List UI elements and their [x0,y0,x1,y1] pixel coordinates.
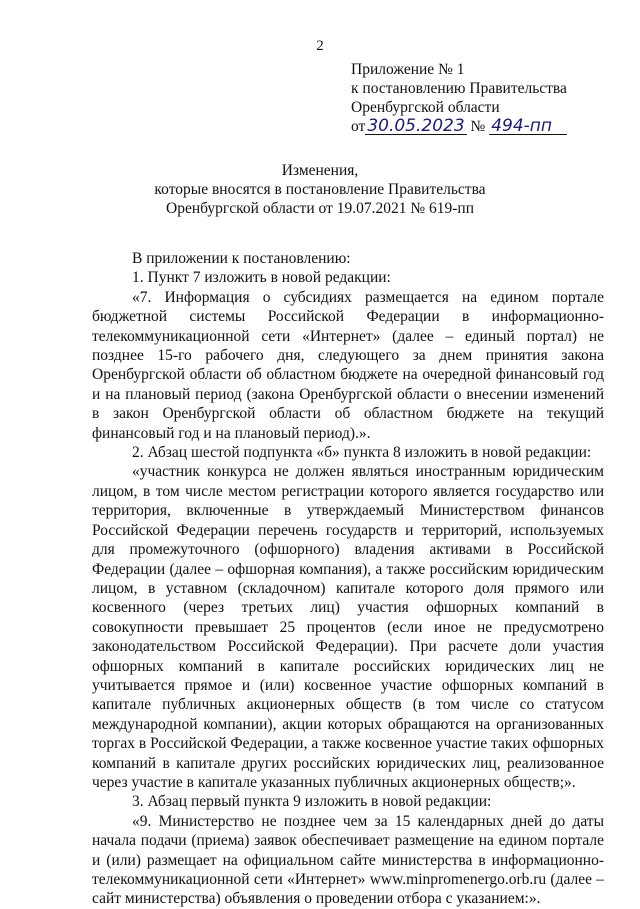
heading-title: Изменения, [281,162,359,179]
appendix-date-number-line [351,117,567,136]
amendment-3-heading: 3. Абзац первый пункта 9 изложить в новой редакции: [132,793,492,811]
intro-paragraph: В приложении к постановлению: [132,250,351,267]
handwritten-number: 494-пп [489,118,567,135]
number-sign: № [470,118,486,135]
document-heading [0,161,640,218]
heading-subtitle-1: которые вносятся в постановление Правительства [154,181,486,198]
from-prefix: от [351,118,366,135]
amendment-2-text: «участник конкурса не должен являться иностранным юридическим лицом, в том числе местом регистрации которого является государство или территория, включенные в утверждаемый Министерством финансов Российской Федерации перечень государств и территорий, используемых для промежуточного (офшорного) владения активами в Российской Федерации (далее – офшорная компания), а также российским юридическим лицом, в уставном (складочном) капитале которого доля прямого или косвенного (через третьих лиц) участия офшорных компаний в совокупности превышает 25 процентов (если иное не предусмотрено законодательством Российской Федерации). При расчете доли участия офшорных компаний в капитале российских юридических лиц не учитывается прямое и (или) косвенное участие офшорных компаний в капитале публичных акционерных обществ (в том числе со статусом международной компании), акции которых обращаются на организованных торгах в Российской Федерации, а также косвенное участие таких офшорных компаний в капитале других российских юридических лиц, реализованное через участие в капитале указанных публичных акционерных обществ;». [92,463,604,791]
amendment-3-text: «9. Министерство не позднее чем за 15 календарных дней до даты начала подачи (приема) заявок обеспечивает размещение на едином портале и (или) размещает на официальном сайте министерства в информационно-телекоммуникационной сети «Интернет» www.minpromenergo.orb.ru (далее – сайт министерства) объявления о проведении отбора с указанием:». [92,812,604,908]
amendment-2-heading: 2. Абзац шестой подпункта «б» пункта 8 изложить в новой редакции: [132,444,592,462]
amendment-1-text: «7. Информация о субсидиях размещается на едином портале бюджетной системы Российской Федерации в информационно-телекоммуникационной сети «Интернет» (далее – единый портал) не позднее 15-го рабочего дня, следующего за днем принятия закона Оренбургской области об областном бюджете на очередной финансовый год и на плановый период (закона Оренбургской области о внесении изменений в закон Оренбургской области об областном бюджете на текущий финансовый год и на плановый период).». [92,288,604,442]
page-number: 2 [316,38,324,54]
heading-subtitle-2: Оренбургской области от 19.07.2021 № 619-пп [166,200,474,217]
handwritten-date: 30.05.2023 [367,116,465,136]
appendix-block [351,60,567,136]
amendment-1-heading: 1. Пункт 7 изложить в новой редакции: [132,269,391,287]
appendix-resolution-line: к постановлению Правительства [351,80,567,97]
appendix-region-line: Оренбургской области [351,99,500,116]
appendix-title: Приложение № 1 [351,61,465,78]
document-body [92,249,604,909]
